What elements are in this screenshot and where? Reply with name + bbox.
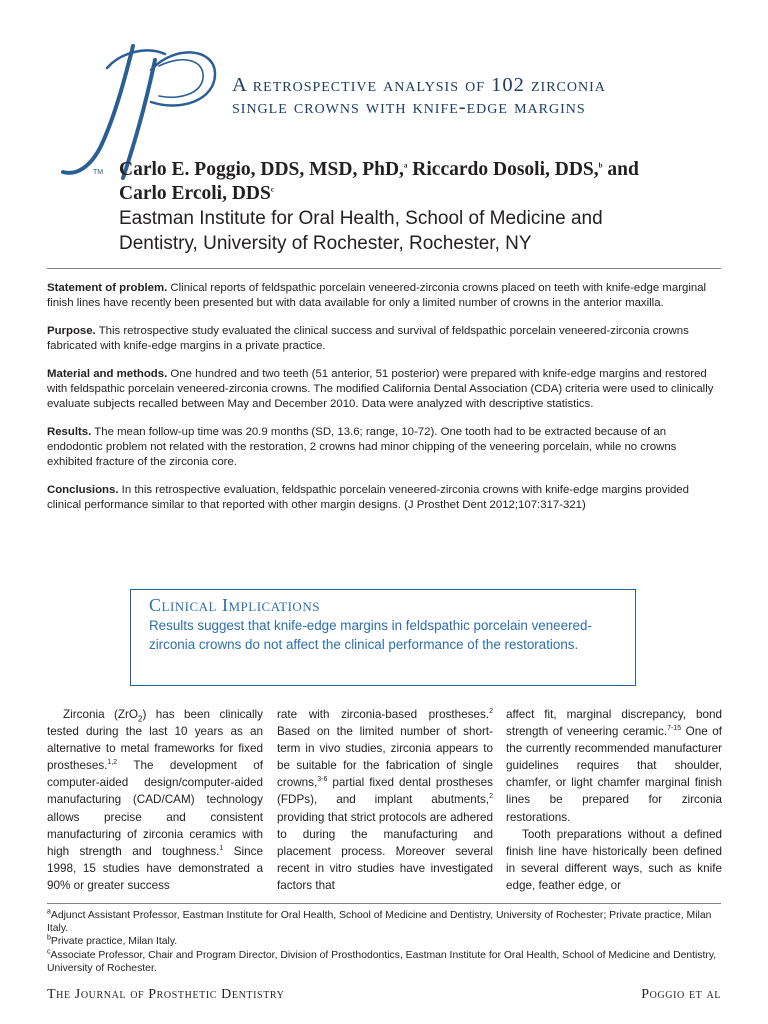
body-text-run: Zirconia (ZrO bbox=[63, 708, 139, 721]
abstract-results bbox=[47, 425, 721, 470]
author-2: Riccardo Dosoli, DDS, bbox=[407, 159, 599, 180]
subscript: 2 bbox=[138, 714, 143, 724]
footnote-text: Adjunct Assistant Professor, Eastman Institute for Oral Health, School of Medicine and Dentistry, University of Rochester; Private practice, Milan Italy. bbox=[47, 910, 712, 935]
abstract-results-label: Results. bbox=[47, 426, 92, 438]
body-paragraph bbox=[47, 706, 263, 894]
body-text-run: partial fixed dental prostheses (FDPs), and implant abutments, bbox=[277, 776, 493, 807]
logo-trademark: TM bbox=[93, 169, 104, 176]
body-paragraph: Tooth preparations without a defined finish line have historically been defined in several different ways, such as knife edge, feather edge, or bbox=[506, 827, 722, 892]
clinical-implications-text: Results suggest that knife-edge margins in feldspathic porcelain veneered-zirconia crowns do not affect the clinical performance of the restorations. bbox=[149, 618, 592, 652]
affiliation-line-1: Eastman Institute for Oral Health, School of Medicine and bbox=[119, 208, 603, 229]
body-text-run: The development of computer-aided design/computer-aided manufacturing (CAD/CAM) technology allows precise and consistent manufacturing of zirconia ceramics with high strength and toughness. bbox=[47, 759, 263, 858]
citation-marker: 1,2 bbox=[107, 759, 118, 767]
journal-name: The Journal of Prosthetic Dentistry bbox=[47, 987, 285, 1002]
clinical-implications-title: Clinical Implications bbox=[149, 595, 320, 615]
author-3-marker: c bbox=[270, 185, 274, 194]
abstract-problem bbox=[47, 281, 721, 311]
abstract-methods bbox=[47, 367, 721, 412]
logo-j-stroke bbox=[63, 46, 133, 173]
body-column-2 bbox=[277, 706, 493, 894]
abstract-purpose-text: This retrospective study evaluated the clinical success and survival of feldspathic porcelain veneered-zirconia crowns fabricated with knife-edge margins in a private practice. bbox=[47, 325, 689, 352]
abstract-conclusions-label: Conclusions. bbox=[47, 484, 119, 496]
running-head: Poggio et al bbox=[641, 987, 721, 1002]
body-text-run: affect fit, marginal discrepancy, bond strength of veneering ceramic. bbox=[506, 708, 722, 739]
footnote-b bbox=[47, 935, 721, 948]
author-1: Carlo E. Poggio, DDS, MSD, PhD, bbox=[119, 159, 404, 180]
author-list bbox=[119, 158, 739, 206]
title-line-1: A retrospective analysis of 102 zirconia bbox=[232, 74, 606, 96]
citation-marker: 2 bbox=[489, 708, 493, 716]
author-3: Carlo Ercoli, DDS bbox=[119, 183, 271, 204]
footnote-a bbox=[47, 909, 721, 935]
body-column-1 bbox=[47, 706, 263, 894]
author-1-marker: a bbox=[403, 161, 408, 170]
body-text-run: providing that strict protocols are adhered to during the manufacturing and placement process. Moreover several recent in vitro studies have investigated factors that bbox=[277, 810, 493, 892]
footnote-rule bbox=[47, 903, 721, 904]
body-paragraph bbox=[277, 706, 493, 894]
body-text-run: ) has been clinically tested during the last 10 years as an alternative to metal frameworks for fixed prostheses. bbox=[47, 708, 263, 773]
abstract-problem-text: Clinical reports of feldspathic porcelain veneered-zirconia crowns placed on teeth with knife-edge marginal finish lines have recently been presented but with data available for only a limited number of crowns in the anterior maxilla. bbox=[47, 282, 707, 309]
abstract-methods-label: Material and methods. bbox=[47, 368, 168, 380]
affiliation bbox=[119, 206, 739, 256]
abstract-conclusions bbox=[47, 483, 721, 513]
abstract bbox=[47, 281, 721, 526]
body-text-run: rate with zirconia-based prostheses. bbox=[277, 708, 490, 721]
abstract-conclusions-text: In this retrospective evaluation, feldspathic porcelain veneered-zirconia crowns with knife-edge margins provided clinical performance similar to that reported with other margin designs. (J Prosthet Dent 2012;107:317-321) bbox=[47, 484, 689, 511]
abstract-methods-text: One hundred and two teeth (51 anterior, 51 posterior) were prepared with knife-edge margins and restored with feldspathic porcelain veneered-zirconia crowns. The modified California Dental Association (CDA) criteria were used to clinically evaluate subjects recalled between May and December 2010. Data were analyzed with descriptive statistics. bbox=[47, 368, 714, 410]
body-text-run: One of the currently recommended manufacturer guidelines requires that shoulder, chamfer, or light chamfer marginal finish lines be prepared for zirconia restorations. bbox=[506, 725, 722, 824]
footnotes bbox=[47, 909, 721, 975]
citation-marker: 7-15 bbox=[667, 725, 682, 733]
body-text-run: Based on the limited number of short-term in vivo studies, zirconia appears to be suitable for the fabrication of single crowns, bbox=[277, 725, 493, 790]
footnote-marker: b bbox=[47, 934, 51, 942]
clinical-implications-box bbox=[130, 589, 636, 686]
abstract-purpose-label: Purpose. bbox=[47, 325, 96, 337]
body-column-3 bbox=[506, 706, 722, 894]
citation-marker: 1 bbox=[219, 844, 224, 852]
citation-marker: 2 bbox=[489, 793, 493, 801]
body-text-run: Since 1998, 15 studies have demonstrated a 90% or greater success bbox=[47, 844, 263, 892]
body-paragraph bbox=[506, 706, 722, 826]
author-conjunction: and bbox=[602, 159, 639, 180]
abstract-problem-label: Statement of problem. bbox=[47, 282, 168, 294]
article-title bbox=[232, 74, 732, 118]
citation-marker: 3-6 bbox=[317, 776, 328, 784]
affiliation-line-2: Dentistry, University of Rochester, Rochester, NY bbox=[119, 233, 532, 254]
author-2-marker: b bbox=[598, 161, 603, 170]
title-line-2: single crowns with knife-edge margins bbox=[232, 96, 586, 118]
footnote-marker: a bbox=[47, 908, 51, 916]
body-text bbox=[47, 706, 721, 896]
footnote-text: Private practice, Milan Italy. bbox=[50, 936, 178, 948]
footnote-c bbox=[47, 949, 721, 975]
footnote-marker: c bbox=[47, 948, 51, 956]
footnote-text: Associate Professor, Chair and Program Director, Division of Prosthodontics, Eastman Institute for Oral Health, School of Medicine and Dentistry, University of Rochester. bbox=[47, 949, 717, 974]
abstract-top-rule bbox=[47, 268, 721, 269]
logo-p-bowl-inner bbox=[159, 60, 203, 97]
abstract-purpose bbox=[47, 324, 721, 354]
abstract-results-text: The mean follow-up time was 20.9 months (SD, 13.6; range, 10-72). One tooth had to be extracted because of an endodontic problem not related with the restoration, 2 crowns had minor chipping of the veneering porcelain, while no crowns exhibited fracture of the zirconia core. bbox=[47, 426, 677, 468]
